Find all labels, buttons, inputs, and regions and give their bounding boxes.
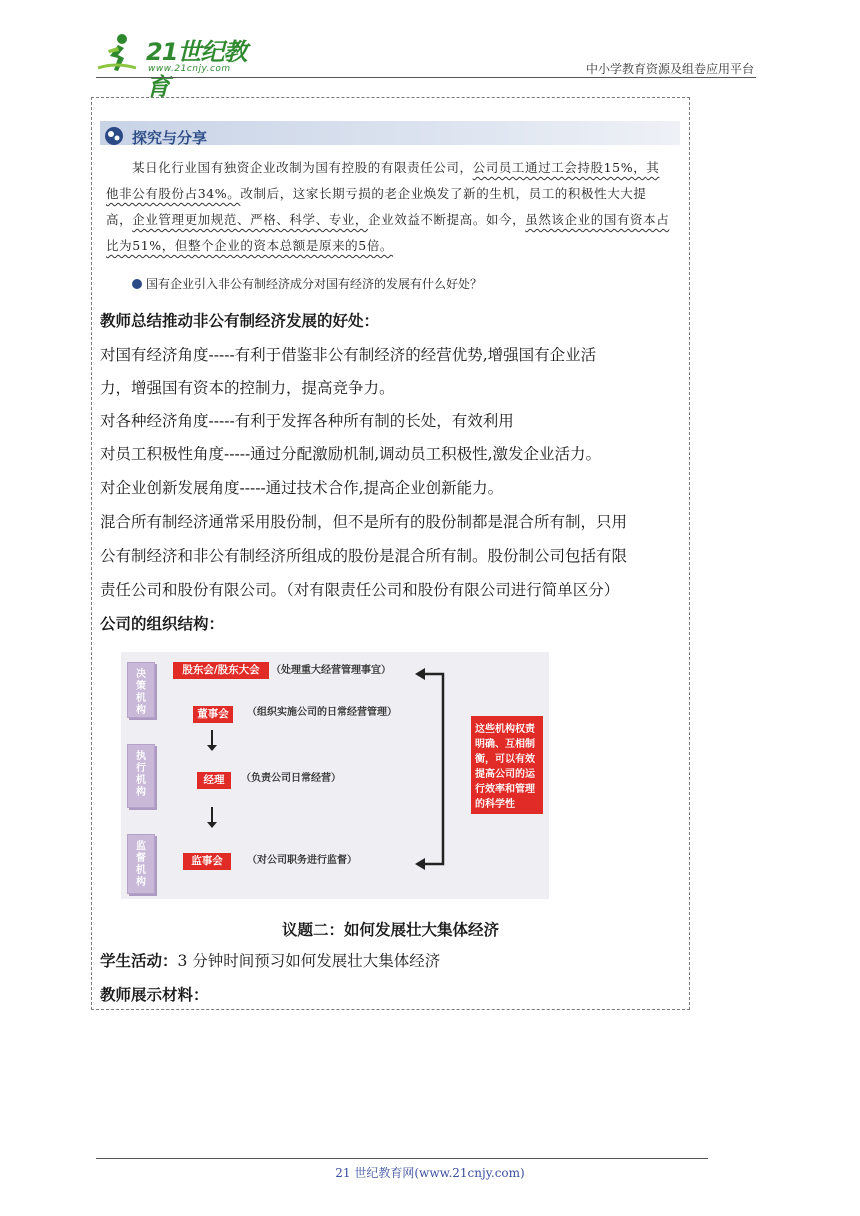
paragraph-line: 责任公司和股份有限公司。（对有限责任公司和股份有限公司进行简单区分） — [100, 581, 620, 599]
platform-name: 中小学教育资源及组卷应用平台 — [585, 62, 754, 76]
org-note-manager: （负责公司日常经营） — [241, 773, 341, 784]
logo-url: www.21cnjy.com — [148, 64, 231, 74]
org-note-board: （组织实施公司的日常经营管理） — [247, 707, 397, 718]
down-arrow-icon — [211, 807, 213, 823]
explore-title-band — [100, 121, 680, 145]
question-bullet-icon — [132, 279, 142, 289]
org-box-manager: 经理 — [197, 772, 231, 789]
tab-execution — [127, 744, 155, 808]
explore-text-part: 改制后，这家长期亏损的老企业焕发了新的生机，员工的积极性大大提高， — [106, 186, 647, 227]
summary-line: 对各种经济角度-----有利于发挥各种所有制的长处，有效利用 — [100, 412, 514, 430]
explore-share-figure — [100, 117, 680, 297]
student-activity-text: 3 分钟时间预习如何发展壮大集体经济 — [177, 952, 441, 970]
teacher-material-label: 教师展示材料： — [100, 986, 209, 1004]
student-activity-label: 学生活动： — [100, 952, 178, 970]
summary-line: 对企业创新发展角度-----通过技术合作,提高企业创新能力。 — [100, 479, 504, 497]
footer-divider — [96, 1158, 708, 1159]
logo[interactable] — [96, 30, 266, 101]
explore-text-underlined: 其他非公有股份占34%。 — [106, 160, 660, 201]
explore-text-part: 企业效益不断提高。如今， — [368, 212, 526, 227]
tab-decision-label: 决策机构 — [136, 669, 146, 716]
student-activity — [100, 951, 440, 971]
bracket-arrow-icon — [411, 666, 461, 872]
summary-line: 对员工积极性角度-----通过分配激励机制,调动员工积极性,激发企业活力。 — [100, 445, 602, 463]
tab-supervision-label: 监督机构 — [136, 841, 146, 888]
paragraph-line: 公有制经济和非公有制经济所组成的股份是混合所有制。股份制公司包括有限 — [100, 547, 628, 565]
logo-text: 21世纪教育 — [146, 38, 247, 101]
org-box-supervisors: 监事会 — [183, 853, 231, 870]
org-summary-note: 这些机构权责明确、互相制衡，可以有效提高公司的运行效率和管理的科学性 — [471, 716, 543, 814]
paragraph-line: 混合所有制经济通常采用股份制，但不是所有的股份制都是混合所有制，只用 — [100, 513, 628, 531]
org-box-shareholders: 股东会/股东大会 — [173, 662, 269, 679]
page-header — [0, 0, 860, 101]
org-note-shareholders: （处理重大经营管理事宜） — [271, 665, 391, 676]
summary-line: 力，增强国有资本的控制力，提高竞争力。 — [100, 379, 395, 397]
explore-question-text: 国有企业引入非公有制经济成分对国有经济的发展有什么好处？ — [146, 277, 483, 291]
explore-question — [132, 275, 482, 292]
explore-text-underlined: 公司员工通过工会持股15%， — [472, 160, 647, 175]
org-chart-figure — [121, 652, 549, 899]
topic2-title: 议题二：如何发展壮大集体经济 — [281, 921, 499, 939]
tab-supervision — [127, 834, 155, 894]
explore-text-underlined: 虽然该企业的国有资本占比为51%，但整个企业的资本总额是原来的5倍。 — [106, 212, 670, 253]
explore-title: 探究与分享 — [132, 129, 208, 147]
org-structure-title: 公司的组织结构： — [100, 615, 225, 633]
down-arrow-icon — [211, 730, 213, 746]
explore-text — [106, 155, 670, 259]
footer-text[interactable]: 21 世纪教育网(www.21cnjy.com) — [335, 1166, 525, 1180]
explore-text-part: 某日化行业国有独资企业改制为国有控股的有限责任公司， — [132, 160, 473, 175]
org-note-supervisors: （对公司职务进行监督） — [247, 855, 357, 866]
summary-line: 对国有经济角度-----有利于借鉴非公有制经济的经营优势,增强国有企业活 — [100, 346, 597, 364]
tab-decision — [127, 662, 155, 718]
header-divider — [96, 77, 756, 78]
explore-icon — [104, 126, 124, 146]
org-box-board: 董事会 — [193, 706, 233, 723]
summary-title: 教师总结推动非公有制经济发展的好处： — [100, 312, 380, 330]
runner-logo-icon — [96, 32, 140, 76]
explore-text-underlined: 企业管理更加规范、严格、科学、专业， — [132, 212, 369, 227]
tab-execution-label: 执行机构 — [136, 751, 146, 798]
